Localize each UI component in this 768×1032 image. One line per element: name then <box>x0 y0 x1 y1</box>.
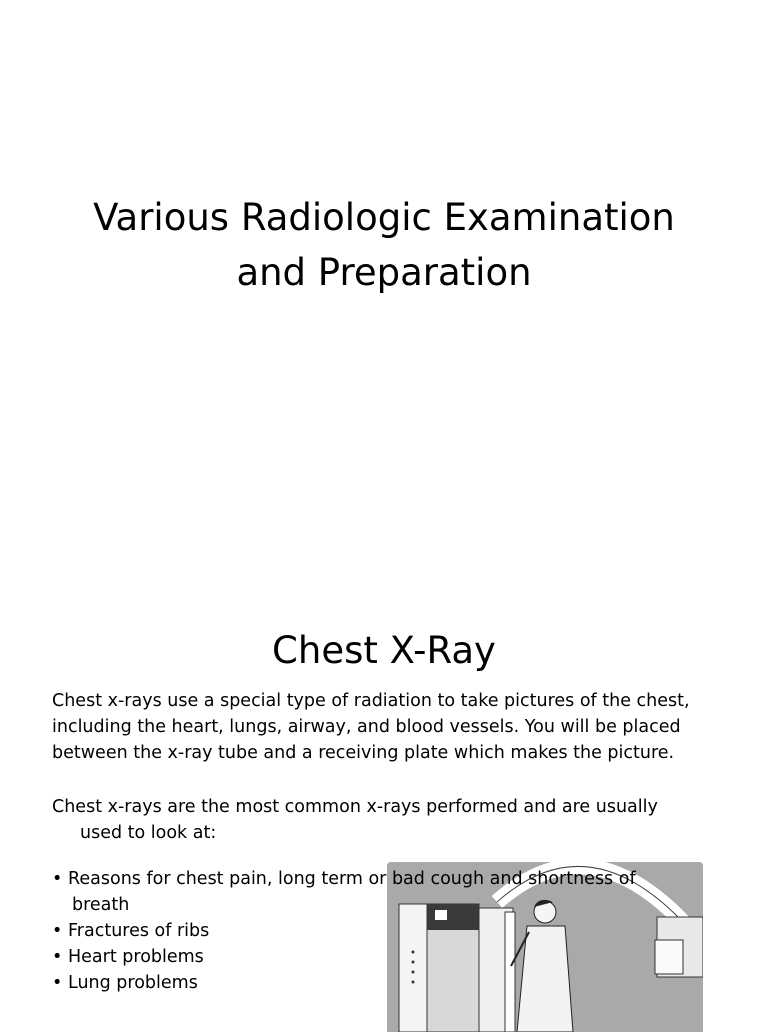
usage-paragraph <box>52 794 742 846</box>
intro-line: between the x-ray tube and a receiving plate which makes the picture. <box>52 743 675 763</box>
title-line-1: Various Radiologic Examination <box>93 196 675 239</box>
list-item-text: Heart problems <box>68 947 204 967</box>
usage-line: used to look at: <box>80 823 217 843</box>
reasons-list <box>52 866 672 996</box>
list-item-text: Reasons for chest pain, long term or bad cough and shortness of <box>68 869 636 889</box>
list-item-text: Lung problems <box>68 973 198 993</box>
list-item-text: Fractures of ribs <box>68 921 210 941</box>
slide-chest-xray <box>0 576 768 1024</box>
intro-line: including the heart, lungs, airway, and blood vessels. You will be placed <box>52 717 681 737</box>
title-line-2: and Preparation <box>236 251 532 294</box>
slide-title-heading <box>0 190 768 300</box>
intro-paragraph <box>52 688 742 766</box>
list-item-text-continued: breath <box>72 895 130 915</box>
list-item <box>52 944 672 970</box>
bullet-dot-icon: • <box>52 947 63 967</box>
bullet-dot-icon: • <box>52 921 63 941</box>
bullet-dot-icon: • <box>52 869 63 889</box>
list-item <box>52 866 672 918</box>
usage-line: Chest x-rays are the most common x-rays performed and are usually <box>52 797 658 817</box>
list-item <box>52 918 672 944</box>
bullet-dot-icon: • <box>52 973 63 993</box>
intro-line: Chest x-rays use a special type of radiation to take pictures of the chest, <box>52 691 690 711</box>
list-item <box>52 970 672 996</box>
chest-xray-heading: Chest X-Ray <box>272 629 496 672</box>
